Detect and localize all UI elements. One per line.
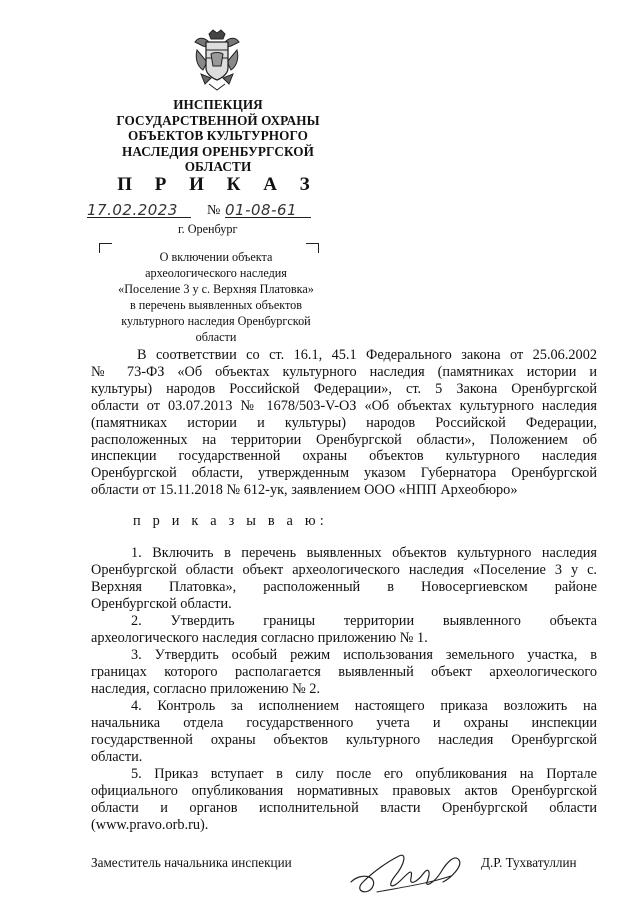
subject-line: культурного наследия Оренбургской [121,314,311,328]
order-date: 17.02.2023 [87,201,178,219]
handwritten-signature [347,842,469,900]
item-line: 2. Утвердить границы территории выявленного объекта [131,613,597,629]
item-line: Оренбургской области. [91,595,232,612]
preamble-line: Оренбургской области, утвержденным указом Губернатора Оренбургской [91,465,597,482]
date-underline [87,201,191,218]
order-item-2 [91,613,597,647]
preamble-paragraph [91,347,597,499]
signatory-name: Д.Р. Тухватуллин [481,855,577,870]
preamble-line: В соответствии со ст. 16.1, 45.1 Федерального закона от 25.06.2002 [137,347,597,363]
order-item-3 [91,647,597,698]
preamble-line: культуры) народов Российской Федерации», ст. 5 Закона Оренбургской [91,380,597,397]
order-subject [96,249,336,345]
item-line: области и органов исполнительной власти Оренбургской области [91,799,597,816]
number-underline [225,201,311,218]
number-sign: № [207,203,221,218]
item-line: 1. Включить в перечень выявленных объектов культурного наследия [131,545,597,561]
preamble-line: инспекции государственной охраны объектов культурного наследия [91,448,597,465]
org-name-line-2: ГОСУДАРСТВЕННОЙ ОХРАНЫ [116,112,320,128]
subject-line: области [195,330,237,344]
city-label: г. Оренбург [178,222,238,236]
preamble-line: № 73-ФЗ «Об объектах культурного наследия (памятниках истории и [91,363,597,380]
org-name-line-3: ОБЪЕКТОВ КУЛЬТУРНОГО [127,128,309,143]
item-line: Верхняя Платовка», расположенный в Новосергиевском районе [91,578,597,595]
preamble-line: расположенных на территории Оренбургской области», Положением об [91,431,597,448]
order-item-5 [91,766,597,834]
item-line: археологического наследия согласно приложению № 1. [91,629,428,646]
org-name-line-4: НАСЛЕДИЯ ОРЕНБУРГСКОЙ [121,143,315,159]
subject-line: О включении объекта [159,250,273,264]
item-line: официального опубликования нормативных правовых актов Оренбургской [91,782,597,799]
item-line: 3. Утвердить особый режим использования земельного участка, в [131,647,597,663]
order-item-4 [91,698,597,766]
item-line: наследия, согласно приложению № 2. [91,680,321,697]
item-line: 4. Контроль за исполнением настоящего приказа возложить на [131,698,597,714]
preamble-line: области от 03.07.2013 № 1678/503-V-ОЗ «Об объектах культурного наследия [91,397,597,414]
order-word: п р и к а з ы в а ю: [133,513,328,529]
item-line: начальника отдела государственного учета и охраны инспекции [91,714,597,731]
preamble-line: (памятниках истории и культуры) народов Российской Федерации, [91,414,597,431]
org-name-line-1: ИНСПЕКЦИЯ [173,97,263,112]
item-line: области. [91,748,143,765]
signatory-role: Заместитель начальника инспекции [91,855,292,870]
item-line: границах которого располагается выявленный объект археологического [91,663,597,680]
org-name-line-5: ОБЛАСТИ [184,159,252,174]
item-line: Оренбургской области объект археологического наследия «Поселение 3 у с. [91,561,597,578]
preamble-line: области от 15.11.2018 № 612-ук, заявлением ООО «НПП Археобюро» [91,482,518,499]
order-number: 01-08-61 [225,201,298,219]
subject-line: «Поселение 3 у с. Верхняя Платовка» [118,282,314,296]
subject-line: в перечень выявленных объектов [129,298,303,312]
document-type-title: П Р И К А З [117,174,319,195]
item-line: 5. Приказ вступает в силу после его опубликования на Портале [131,766,597,782]
subject-line: археологического наследия [145,266,287,280]
item-line: (www.pravo.orb.ru). [91,816,209,833]
item-line: государственной охраны объектов культурного наследия Оренбургской [91,731,597,748]
coat-of-arms-emblem [191,28,243,92]
order-item-1 [91,545,597,613]
